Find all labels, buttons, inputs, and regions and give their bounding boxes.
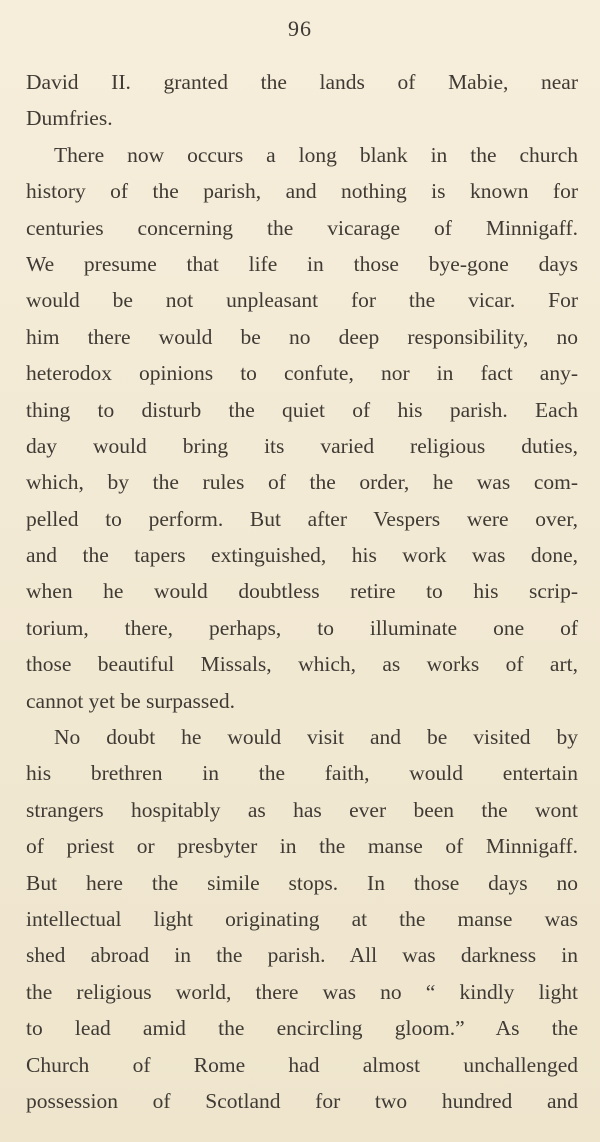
text-line: Dumfries. xyxy=(26,106,113,131)
text-line: centuries concerning the vicarage of Minnigaff. xyxy=(26,215,578,240)
body-text xyxy=(26,64,578,1119)
text-line: him there would be no deep responsibility, no xyxy=(26,324,578,349)
text-line: Church of Rome had almost unchallenged xyxy=(26,1052,578,1077)
text-line: strangers hospitably as has ever been the wont xyxy=(26,797,578,822)
text-line: cannot yet be surpassed. xyxy=(26,688,235,713)
text-line: shed abroad in the parish. All was darkness in xyxy=(26,943,578,968)
text-line: pelled to perform. But after Vespers were over, xyxy=(26,506,578,531)
text-line: when he would doubtless retire to his scrip- xyxy=(26,579,578,604)
text-line: torium, there, perhaps, to illuminate one of xyxy=(26,615,578,640)
text-line: which, by the rules of the order, he was com- xyxy=(26,470,578,495)
text-line: heterodox opinions to confute, nor in fact any- xyxy=(26,361,578,386)
text-line: intellectual light originating at the manse was xyxy=(26,906,578,931)
text-line: the religious world, there was no “ kindly light xyxy=(26,979,578,1004)
text-line: and the tapers extinguished, his work was done, xyxy=(26,543,578,568)
text-line: possession of Scotland for two hundred and xyxy=(26,1088,578,1113)
text-line: thing to disturb the quiet of his parish. Each xyxy=(26,397,578,422)
text-line: to lead amid the encircling gloom.” As the xyxy=(26,1016,578,1041)
text-line: would be not unpleasant for the vicar. For xyxy=(26,288,578,313)
text-line: We presume that life in those bye-gone days xyxy=(26,251,578,276)
text-line: But here the simile stops. In those days no xyxy=(26,870,578,895)
page-number: 96 xyxy=(288,16,312,41)
text-line: of priest or presbyter in the manse of Minnigaff. xyxy=(26,834,578,859)
text-line: day would bring its varied religious duties, xyxy=(26,433,578,458)
text-line: history of the parish, and nothing is known for xyxy=(26,179,578,204)
text-line: David II. granted the lands of Mabie, near xyxy=(26,70,578,94)
text-line: his brethren in the faith, would entertain xyxy=(26,761,578,786)
text-line: There now occurs a long blank in the church xyxy=(54,142,578,167)
text-line: No doubt he would visit and be visited by xyxy=(54,725,578,750)
text-line: those beautiful Missals, which, as works of art, xyxy=(26,652,578,677)
